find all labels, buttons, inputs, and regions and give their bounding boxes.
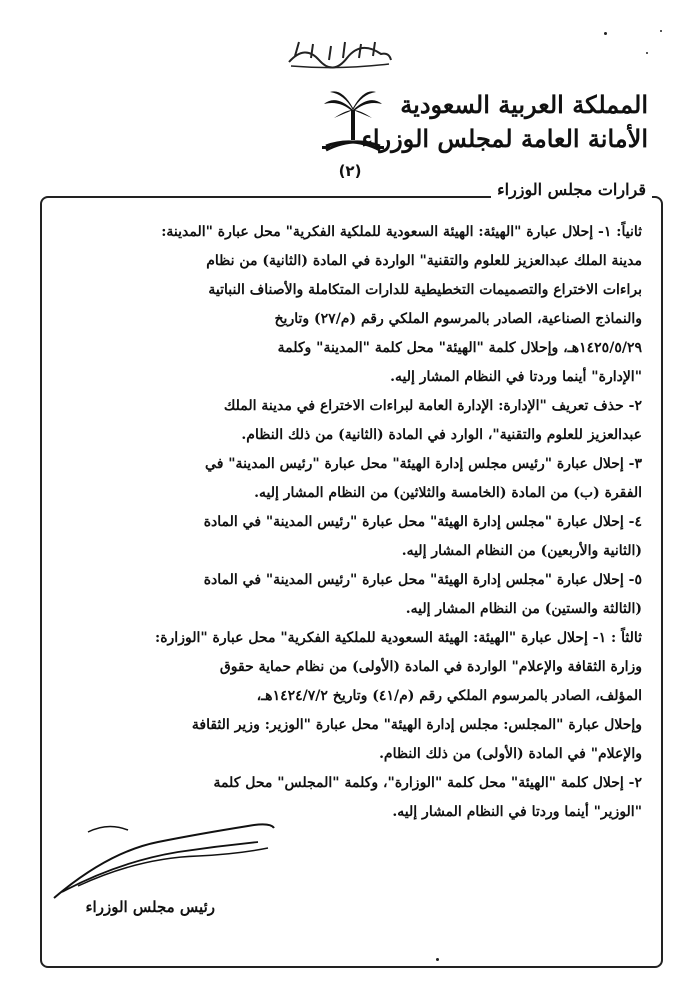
document-body (62, 218, 642, 827)
body-line: والإعلام" في المادة (الأولى) من ذلك النظام. (379, 746, 642, 762)
body-line: "الوزير" أينما وردتا في النظام المشار إليه. (392, 804, 642, 820)
body-line: ١٤٢٥/٥/٢٩هـ، وإحلال كلمة "الهيئة" محل كلمة "المدينة" وكلمة (277, 340, 642, 356)
body-line: ثالثاً : ١- إحلال عبارة "الهيئة: الهيئة السعودية للملكية الفكرية" محل عبارة "الوزارة: (155, 630, 642, 646)
body-line: المؤلف، الصادر بالمرسوم الملكي رقم (م/٤١) وتاريخ ١٤٢٤/٧/٢هـ، (256, 688, 642, 704)
signer-title: رئيس مجلس الوزراء (85, 898, 215, 916)
body-line: وزارة الثقافة والإعلام" الواردة في المادة (الأولى) من نظام حماية حقوق (219, 659, 642, 675)
basmala-calligraphy (285, 36, 395, 70)
scan-speck (660, 30, 662, 32)
body-line: مدينة الملك عبدالعزيز للعلوم والتقنية" الواردة في المادة (الثانية) من نظام (206, 253, 642, 269)
page-number: (٢) (338, 162, 362, 180)
body-line: والنماذج الصناعية، الصادر بالمرسوم الملكي رقم (م/٢٧) وتاريخ (274, 311, 642, 327)
body-line: ٢- حذف تعريف "الإدارة: الإدارة العامة لبراءات الاختراع في مدينة الملك (223, 398, 642, 414)
body-line: ٤- إحلال عبارة "مجلس إدارة الهيئة" محل عبارة "رئيس المدينة" في المادة (203, 514, 642, 530)
body-line: (الثالثة والستين) من النظام المشار إليه. (405, 601, 642, 617)
scan-speck (646, 52, 648, 54)
body-line: (الثانية والأربعين) من النظام المشار إليه. (401, 543, 642, 559)
scan-speck (436, 958, 439, 961)
frame-label: قرارات مجلس الوزراء (491, 180, 652, 199)
body-line: ثانياً: ١- إحلال عبارة "الهيئة: الهيئة السعودية للملكية الفكرية" محل عبارة "المدينة: (161, 224, 642, 240)
country-header: المملكة العربية السعودية (400, 90, 648, 119)
scan-speck (604, 32, 607, 35)
handwritten-signature (48, 812, 278, 908)
body-line: براءات الاختراع والتصميمات التخطيطية للدارات المتكاملة والأصناف النباتية (208, 282, 642, 298)
body-line: ٣- إحلال عبارة "رئيس مجلس إدارة الهيئة" محل عبارة "رئيس المدينة" في (205, 456, 642, 472)
body-line: ٢- إحلال كلمة "الهيئة" محل كلمة "الوزارة"، وكلمة "المجلس" محل كلمة (213, 775, 642, 791)
body-line: وإحلال عبارة "المجلس: مجلس إدارة الهيئة" محل عبارة "الوزير: وزير الثقافة (191, 717, 642, 733)
body-line: ٥- إحلال عبارة "مجلس إدارة الهيئة" محل عبارة "رئيس المدينة" في المادة (203, 572, 642, 588)
secretariat-header: الأمانة العامة لمجلس الوزراء (361, 124, 648, 153)
body-line: عبدالعزيز للعلوم والتقنية"، الوارد في المادة (الثانية) من ذلك النظام. (241, 427, 642, 443)
body-line: الفقرة (ب) من المادة (الخامسة والثلاثين) من النظام المشار إليه. (254, 485, 642, 501)
body-line: "الإدارة" أينما وردتا في النظام المشار إليه. (390, 369, 642, 385)
